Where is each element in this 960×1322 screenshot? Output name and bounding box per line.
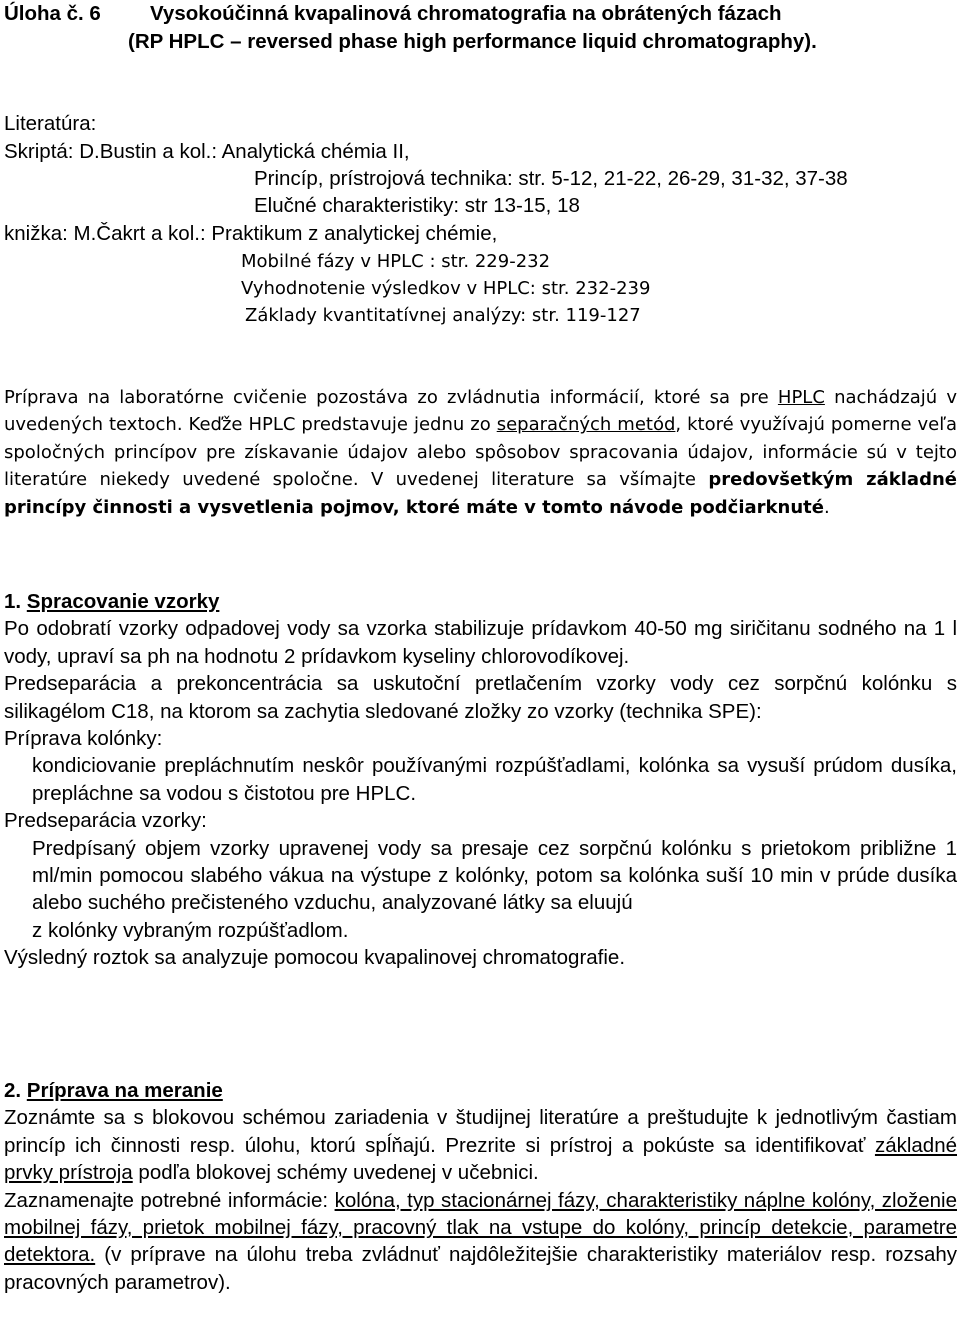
task-title-main: Vysokoúčinná kvapalinová chromatografia na obrátených fázach	[150, 2, 782, 25]
intro-text: Keďže HPLC predstavuje jednu zo	[182, 414, 497, 436]
literature-book: knižka: M.Čakrt a kol.: Praktikum z analytickej chémie,	[4, 222, 498, 245]
literature-book-mobile-phases: Mobilné fázy v HPLC : str. 229-232	[241, 251, 551, 272]
literature-script-elution: Elučné charakteristiky: str 13-15, 18	[254, 194, 580, 217]
section-2-text: podľa blokovej schémy uvedenej v učebnici.	[132, 1161, 539, 1185]
intro-bold-emphasis: predovšetkým základné princípy činnosti a vysvetlenia pojmov, ktoré máte v tomto návode podčiarknuté	[4, 469, 957, 518]
literature-heading: Literatúra:	[4, 112, 97, 135]
literature-book-quantitative: Základy kvantitatívnej analýzy: str. 119-127	[245, 305, 641, 326]
section-1-preseparation: Predseparácia a prekoncentrácia sa uskutoční pretlačením vzorky vody cez sorpčnú kolónku s silikagélom C18, na ktorom sa zachytia sledované zložky zo vzorky (technika SPE):	[4, 672, 957, 723]
section-1-sample-presep-heading: Predseparácia vzorky:	[4, 809, 207, 833]
intro-underlined-hplc: HPLC	[777, 387, 825, 408]
literature-book-evaluation: Vyhodnotenie výsledkov v HPLC: str. 232-239	[241, 278, 651, 299]
section-2-heading	[4, 1077, 957, 1104]
intro-paragraph	[4, 384, 957, 521]
intro-text: V uvedenej literature sa všímajte	[358, 469, 709, 491]
section-2-title: Príprava na meranie	[26, 1079, 223, 1102]
section-1-stabilization: Po odobratí vzorky odpadovej vody sa vzorka stabilizuje prídavkom 40-50 mg siričitanu sodného na 1 l vody, upraví sa ph na hodnotu 2 prídavkom kyseliny chlorovodíkovej.	[4, 617, 957, 668]
section-1-number: 1.	[4, 590, 27, 613]
section-1-result: Výsledný roztok sa analyzuje pomocou kvapalinovej chromatografie.	[4, 946, 626, 970]
section-2-text: (v príprave na úlohu treba zvládnuť najdôležitejšie charakteristiky materiálov resp. rozsahy pracovných parametrov).	[4, 1243, 957, 1294]
intro-text: .	[823, 496, 830, 518]
intro-underlined-methods: separačných metód	[496, 414, 676, 436]
section-1-column-prep-text: kondiciovanie prepláchnutím neskôr používanými rozpúšťadlami, kolónka sa vysuší prúdom dusíka, prepláchne sa vodou s čistotou pre HPLC.	[32, 754, 957, 805]
section-2-paragraph-1	[4, 1104, 957, 1186]
section-1-title: Spracovanie vzorky	[26, 590, 220, 613]
section-2-underlined-info: kolóna, typ stacionárnej fázy, charakteristiky náplne kolóny, zloženie mobilnej fázy, prietok mobilnej fázy, pracovný tlak na vstupe do kolóny, princíp detekcie, parametre detektora.	[4, 1188, 957, 1267]
task-title-line2: (RP HPLC – reversed phase high performance liquid chromatography).	[128, 30, 817, 53]
section-2-underlined-elements: základné prvky prístroja	[4, 1133, 957, 1185]
task-label: Úloha č. 6	[4, 2, 101, 25]
section-1-column-prep-heading: Príprava kolónky:	[4, 727, 163, 751]
section-1-sample-presep-text2: z kolónky vybraným rozpúšťadlom.	[32, 918, 349, 942]
intro-text: nachádzajú v uvedených textoch.	[4, 387, 958, 436]
section-1	[4, 588, 957, 972]
section-2-text: Zoznámte sa s blokovou schémou zariadenia v študijnej literatúre a preštudujte k jednotlivým častiam princíp ich činnosti resp. úlohu, ktorú spĺňajú. Prezrite si prístroj a pokúste sa identifikovať	[4, 1106, 957, 1157]
intro-text: , ktoré využívajú pomerne veľa spoločných princípov pre získavanie údajov alebo spôsobov spracovania údajov, informácie sú v tejto literatúre niekedy uvedené spoločne.	[4, 414, 958, 491]
section-1-sample-presep-text: Predpísaný objem vzorky upravenej vody sa presaje cez sorpčnú kolónku s prietokom približne 1 ml/min pomocou slabého vákua na výstupe z kolónky, potom sa kolónka suší 10 min v prúde dusíka alebo suchého prečisteného vzduchu, analyzované látky sa eluujú	[32, 836, 957, 915]
section-2-paragraph-2	[4, 1187, 957, 1297]
intro-text: Príprava na laboratórne cvičenie pozostáva zo zvládnutia informácií, ktoré sa pre	[4, 387, 778, 408]
literature-script: Skriptá: D.Bustin a kol.: Analytická chémia II,	[4, 140, 410, 163]
section-1-heading	[4, 588, 957, 615]
section-2-text: Zaznamenajte potrebné informácie:	[4, 1188, 335, 1212]
section-2	[4, 1077, 957, 1296]
task-title-line1	[4, 0, 782, 27]
literature-script-principles: Princíp, prístrojová technika: str. 5-12, 21-22, 26-29, 31-32, 37-38	[254, 167, 848, 190]
section-2-number: 2.	[4, 1079, 27, 1102]
